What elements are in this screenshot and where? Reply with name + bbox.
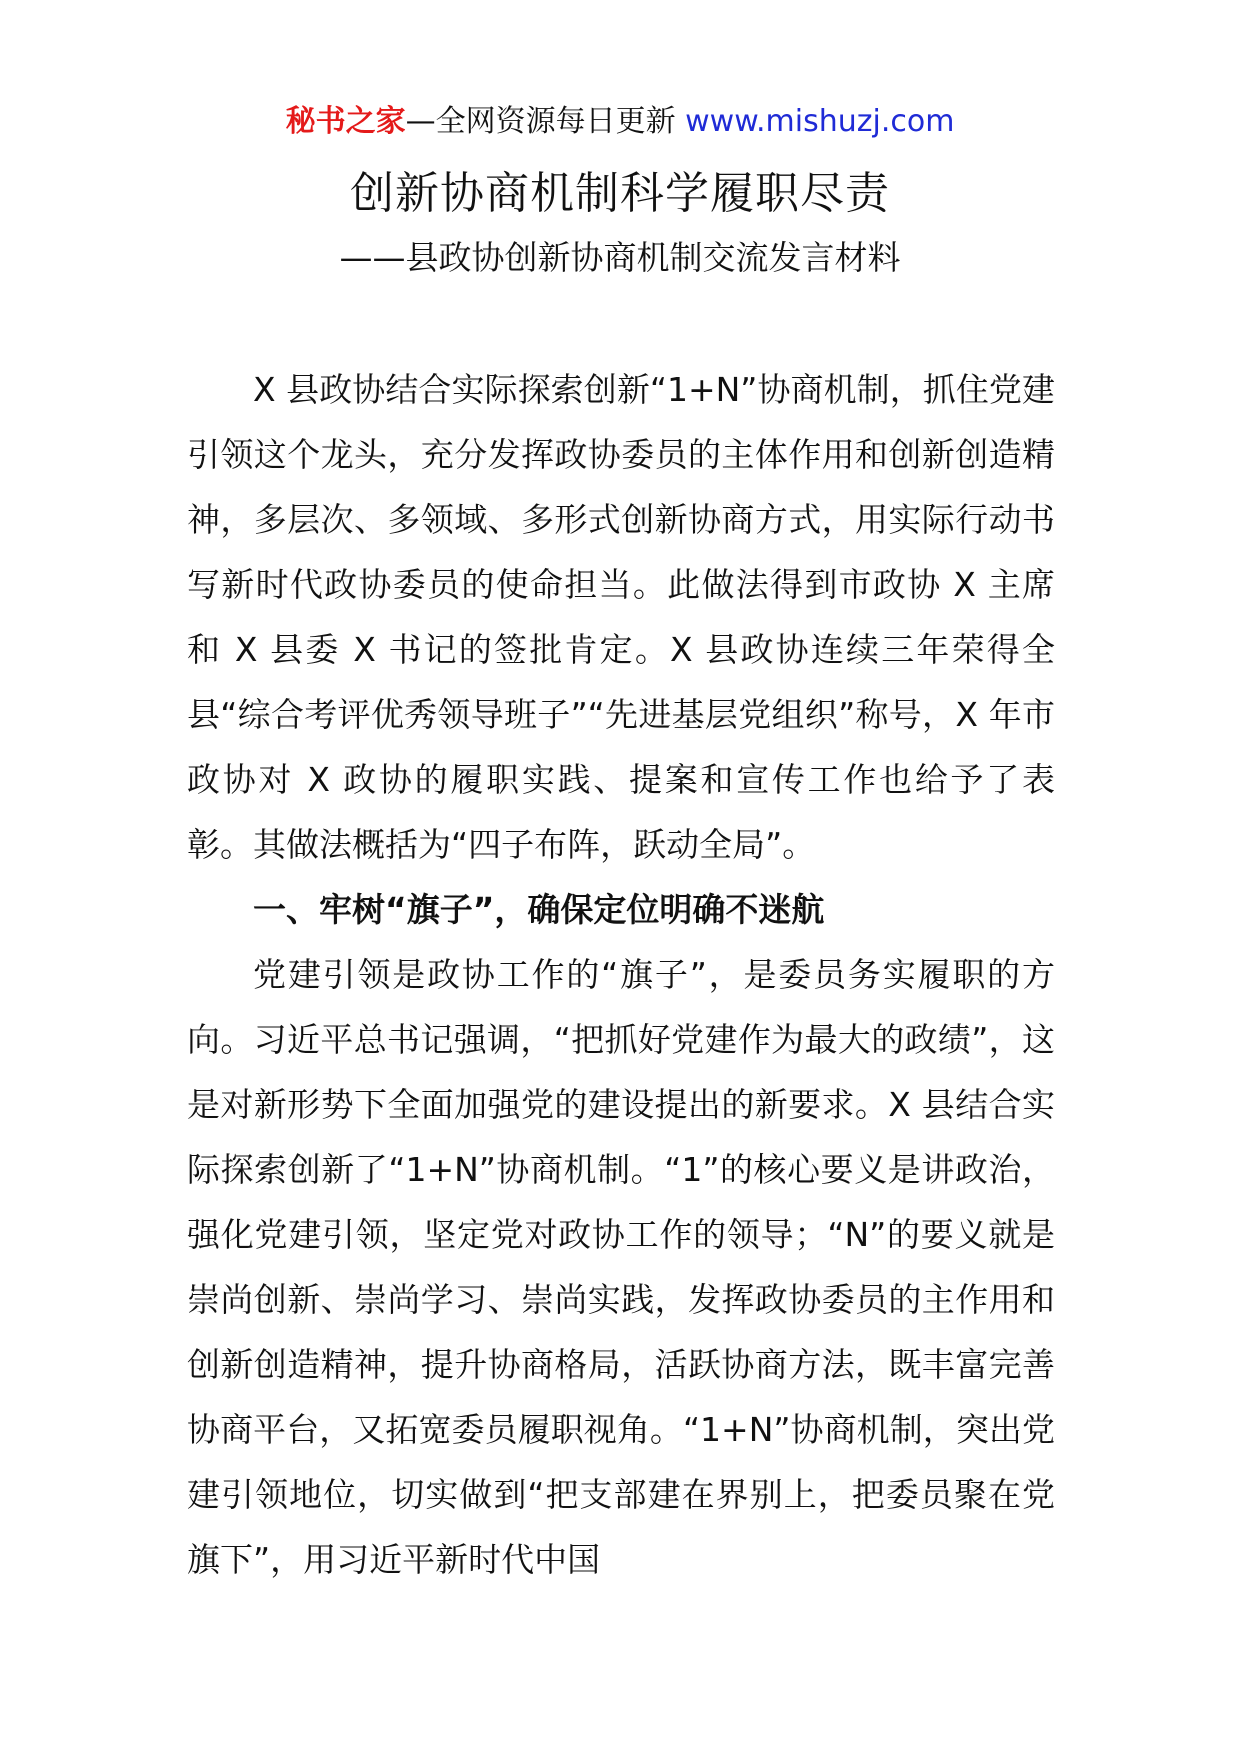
site-url-link[interactable]: www.mishuzj.com (685, 104, 955, 139)
header-tagline: —全网资源每日更新 (405, 104, 686, 139)
section-heading: 一、牢树“旗子”，确保定位明确不迷航 (253, 890, 825, 929)
intro-paragraph: X 县政协结合实际探索创新“1+N”协商机制，抓住党建引领这个龙头，充分发挥政协委员的主体作用和创新创造精神，多层次、多领域、多形式创新协商方式，用实际行动书写新时代政协委员的使命担当。此做法得到市政协 X 主席和 X 县委 X 书记的签批肯定。X 县政协连续三年荣得全县“综合考评优秀领导班子”“先进基层党组织”称号，X 年市政协对 X 政协的履职实践、提案和宣传工作也给予了表彰。其做法概括为“四子布阵，跃动全局”。 (187, 370, 1055, 864)
brand-name: 秘书之家 (285, 104, 406, 139)
document-subtitle: ——县政协创新协商机制交流发言材料 (339, 238, 901, 277)
section-paragraph: 党建引领是政协工作的“旗子”，是委员务实履职的方向。习近平总书记强调，“把抓好党建作为最大的政绩”，这是对新形势下全面加强党的建设提出的新要求。X 县结合实际探索创新了“1+N”协商机制。“1”的核心要义是讲政治，强化党建引领，坚定党对政协工作的领导；“N”的要义就是崇尚创新、崇尚学习、崇尚实践，发挥政协委员的主作用和创新创造精神，提升协商格局，活跃协商方法，既丰富完善协商平台，又拓宽委员履职视角。“1+N”协商机制，突出党建引领地位，切实做到“把支部建在界别上，把委员聚在党旗下”，用习近平新时代中国 (187, 955, 1055, 1579)
document-title: 创新协商机制科学履职尽责 (350, 168, 890, 219)
document-body (187, 357, 1055, 1592)
site-header (0, 100, 1240, 144)
